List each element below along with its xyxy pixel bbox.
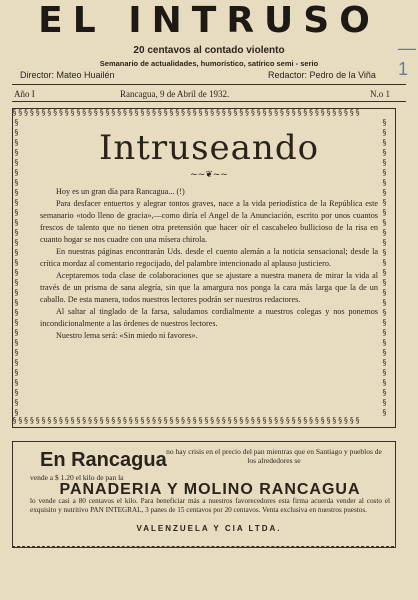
margin-note: —1 — [398, 38, 416, 79]
editor — [268, 70, 376, 80]
ad-headline: PANADERIA Y MOLINO RANCAGUA — [59, 481, 361, 498]
ornament-border-top: §§§§§§§§§§§§§§§§§§§§§§§§§§§§§§§§§§§§§§§§§§§§§§§§§§§§§§§§§§§§ — [12, 108, 361, 117]
director — [20, 70, 115, 80]
article-body — [40, 186, 378, 342]
editor-label: Redactor: — [268, 70, 308, 80]
tagline: Semanario de actualidades, humorístico, satírico semi - serio — [99, 59, 319, 68]
price-line: 20 centavos al contado violento — [133, 45, 285, 56]
article-paragraph: En nuestras páginas encontrarán Uds. desde el cuento alemán a la noticia sensacional; desde la crítica mordaz al comentario regocijado, del palambre intencionado al aplauso justiciero. — [40, 247, 378, 268]
ornament-border-bottom: §§§§§§§§§§§§§§§§§§§§§§§§§§§§§§§§§§§§§§§§§§§§§§§§§§§§§§§§§§§§ — [12, 416, 361, 425]
article-paragraph: Al saltar al tinglado de la farsa, saludamos cordialmente a nuestros colegas y nos ponemos incondicionalmente a las órdenes de nuestros lectores. — [40, 307, 378, 328]
ornament-border-left: § § § § § § § § § § § § § § § § § § § § § § § § § § § § § § — [14, 118, 19, 417]
article-paragraph: Para desfacer entuertos y alegrar tontos graves, nace a la vida periodística de la República este semanario «todo lleno de gracia»,—como diría el Angel de la Anunciación, escrito por unos cuantos frescos de talento que no tienen otra pretensión que hacer oír el cascabeleo bullicioso de la risa en cuanto hogar se nos cuadre con una mísera chirola. — [40, 199, 378, 244]
ornament-border-right: § § § § § § § § § § § § § § § § § § § § § § § § § § § § § § — [382, 118, 387, 417]
title-flourish: ~~❦~~ — [190, 170, 228, 180]
year-label: Año I — [14, 89, 35, 99]
issue-number: N.o 1 — [370, 89, 390, 99]
date-rule — [12, 101, 406, 102]
article-paragraph: Nuestro lema será: «Sin miedo ni favores». — [56, 331, 198, 340]
date-label: Rancagua, 9 de Abril de 1932. — [120, 89, 230, 99]
bottom-dashed-rule — [12, 546, 394, 548]
director-name: Mateo Huailén — [56, 70, 115, 80]
director-label: Director: — [20, 70, 55, 80]
ad-small-line: vende a $ 1.20 el kilo de pan la — [30, 473, 124, 482]
ad-right-text: no hay crisis en el precio del pan mientras que en Santiago y pueblos de los alrededores se — [166, 447, 382, 465]
article-paragraph: Hoy es un gran día para Rancagua... (!) — [56, 187, 185, 196]
article-paragraph: Aceptaremos toda clase de colaboraciones que se ajustare a nuestra manera de mirar la vida al través de un prisma de sana alegría, sin que la amargura nos ponga la cara más larga que la de un caballo. De esta manera, todos nuestros lectores podrán ser nuestros redactores. — [40, 271, 378, 304]
article-title: Intruseando — [98, 128, 320, 168]
editor-name: Pedro de la Viña — [309, 70, 376, 80]
top-rule — [12, 84, 406, 85]
masthead-title: EL INTRUSO — [38, 0, 380, 41]
ad-body: lo vende casi a 80 centavos el kilo. Para beneficiar más a nuestros favorecedores esta firma acuerda vender al costo el exquisito y nutritivo PAN INTEGRAL, 3 panes de 15 centavos por 20 centavos. Venta exclusiva en nuestros puestos. — [30, 497, 390, 514]
ad-lead: En Rancagua — [40, 449, 167, 471]
ad-signature: VALENZUELA Y CIA LTDA. — [136, 524, 282, 533]
